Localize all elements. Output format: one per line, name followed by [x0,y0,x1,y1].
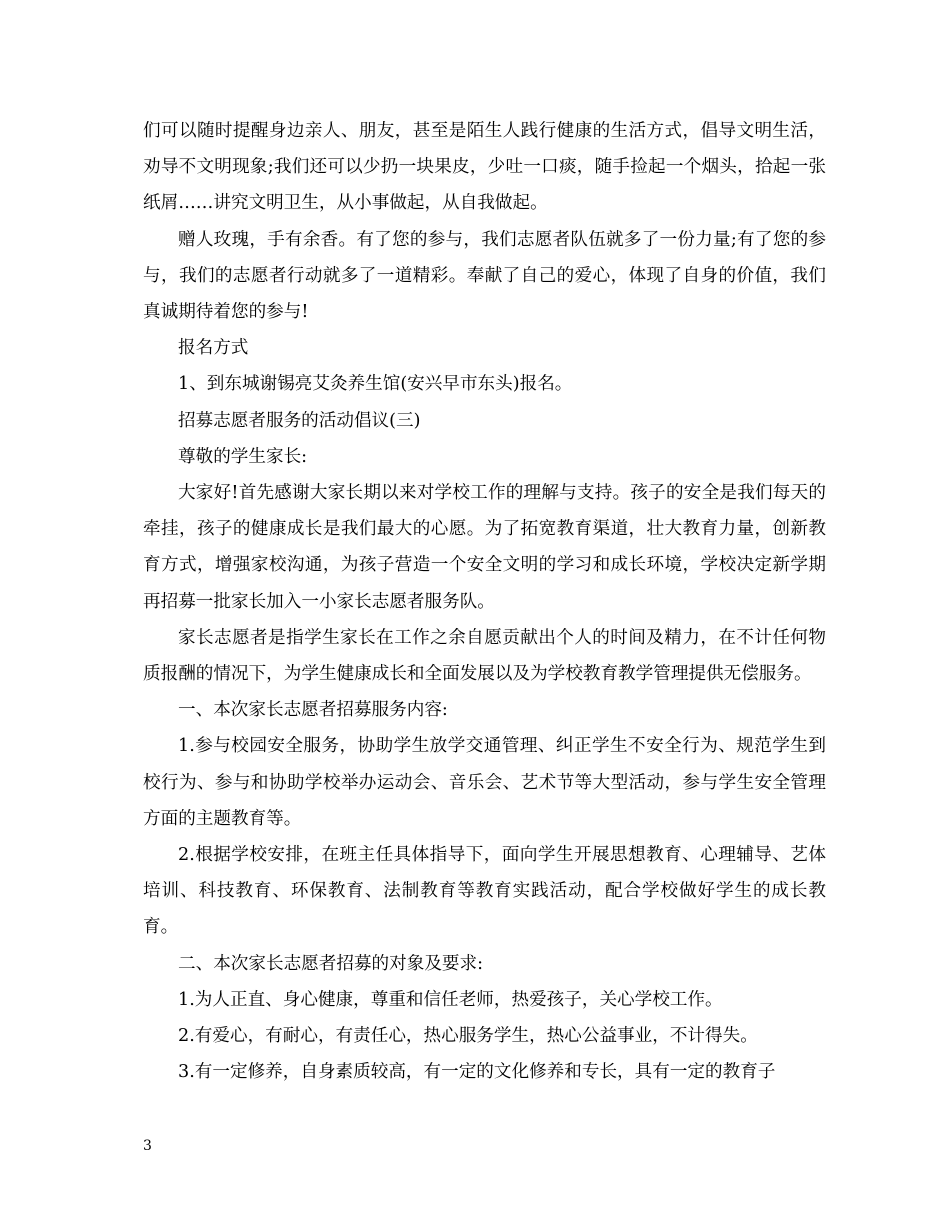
heading-requirements: 二、本次家长志愿者招募的对象及要求: [178,953,484,974]
paragraph-8: 家长志愿者是指学生家长在工作之余自愿贡献出个人的时间及精力，在不计任何物质报酬的情况下，为学生健康成长和全面发展以及为学校教育教学管理提供无偿服务。 [143,627,826,685]
list-item-service-1: 1.参与校园安全服务，协助学生放学交通管理、纠正学生不安全行为、规范学生到校行为、参与和协助学校举办运动会、音乐会、艺术节等大型活动，参与学生安全管理方面的主题教育等。 [143,736,826,829]
list-item-requirement-2: 2.有爱心，有耐心，有责任心，热心服务学生，热心公益事业，不计得失。 [178,1026,758,1047]
list-item-service-2: 2.根据学校安排，在班主任具体指导下，面向学生开展思想教育、心理辅导、艺体培训、科技教育、环保教育、法制教育等教育实践活动，配合学校做好学生的成长教育。 [143,845,826,938]
paragraph-4: 1、到东城谢锡亮艾灸养生馆(安兴早市东头)报名。 [178,374,573,395]
heading-service-content: 一、本次家长志愿者招募服务内容: [178,700,448,721]
salutation: 尊敬的学生家长: [178,446,308,467]
paragraph-1: 们可以随时提醒身边亲人、朋友，甚至是陌生人践行健康的生活方式，倡导文明生活，劝导不文明现象;我们还可以少扔一块果皮，少吐一口痰，随手捡起一个烟头，拾起一张纸屑……讲究文明卫生，从小事做起，从自我做起。 [143,121,826,214]
page-number: 3 [143,1138,152,1154]
section-title: 招募志愿者服务的活动倡议(三) [178,410,421,431]
paragraph-7: 大家好!首先感谢大家长期以来对学校工作的理解与支持。孩子的安全是我们每天的牵挂，孩子的健康成长是我们最大的心愿。为了拓宽教育渠道，壮大教育力量，创新教育方式，增强家校沟通，为孩子营造一个安全文明的学习和成长环境，学校决定新学期再招募一批家长加入一小家长志愿者服务队。 [143,483,826,612]
document-body [143,113,826,1090]
paragraph-3: 报名方式 [178,338,249,359]
list-item-requirement-3: 3.有一定修养，自身素质较高，有一定的文化修养和专长，具有一定的教育子 [178,1062,776,1083]
paragraph-2: 赠人玫瑰，手有余香。有了您的参与，我们志愿者队伍就多了一份力量;有了您的参与，我们的志愿者行动就多了一道精彩。奉献了自己的爱心，体现了自身的价值，我们真诚期待着您的参与! [143,229,826,323]
list-item-requirement-1: 1.为人正直、身心健康，尊重和信任老师，热爱孩子，关心学校工作。 [178,989,723,1010]
